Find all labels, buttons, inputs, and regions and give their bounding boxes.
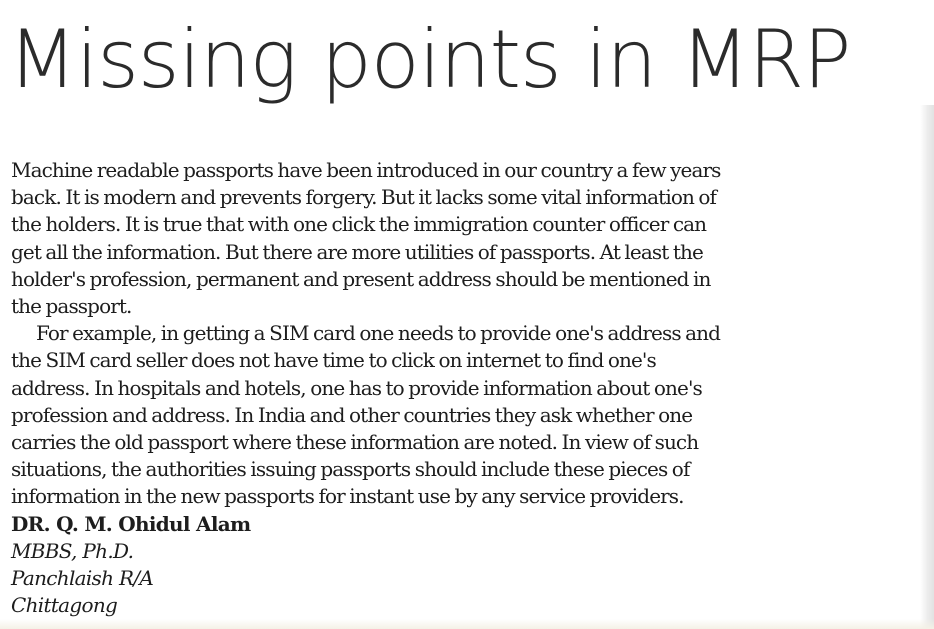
text-line: address. In hospitals and hotels, one has to provide information about one's — [11, 375, 702, 400]
text-line: the SIM card seller does not have time to click on internet to find one's — [11, 348, 656, 373]
text-line: profession and address. In India and other countries they ask whether one — [11, 402, 693, 427]
text-line: back. It is modern and prevents forgery. But it lacks some vital information of — [11, 185, 717, 210]
letter-body — [11, 157, 829, 619]
text-line: holder's profession, permanent and present address should be mentioned in — [11, 266, 711, 291]
text-line: the holders. It is true that with one click the immigration counter officer can — [11, 212, 707, 237]
author-name: DR. Q. M. Ohidul Alam — [11, 511, 251, 536]
headline: Missing points in MRP — [8, 13, 851, 106]
paragraph-2 — [11, 320, 829, 510]
page-fold-shadow — [920, 105, 934, 629]
text-line: the passport. — [11, 294, 132, 319]
signature-block — [11, 511, 829, 620]
text-line: get all the information. But there are more utilities of passports. At least the — [11, 239, 703, 264]
text-line: Machine readable passports have been introduced in our country a few years — [11, 158, 721, 182]
text-line: situations, the authorities issuing passports should include these pieces of — [11, 457, 690, 482]
text-line: For example, in getting a SIM card one needs to provide one's address and — [36, 321, 721, 346]
paragraph-1 — [11, 157, 829, 320]
author-area: Panchlaish R/A — [11, 566, 154, 591]
page-bottom-edge — [0, 619, 934, 629]
text-line: carries the old passport where these information are noted. In view of such — [11, 430, 699, 455]
author-city: Chittagong — [11, 593, 118, 618]
text-line: information in the new passports for instant use by any service providers. — [11, 484, 684, 509]
author-degree: MBBS, Ph.D. — [11, 538, 134, 563]
